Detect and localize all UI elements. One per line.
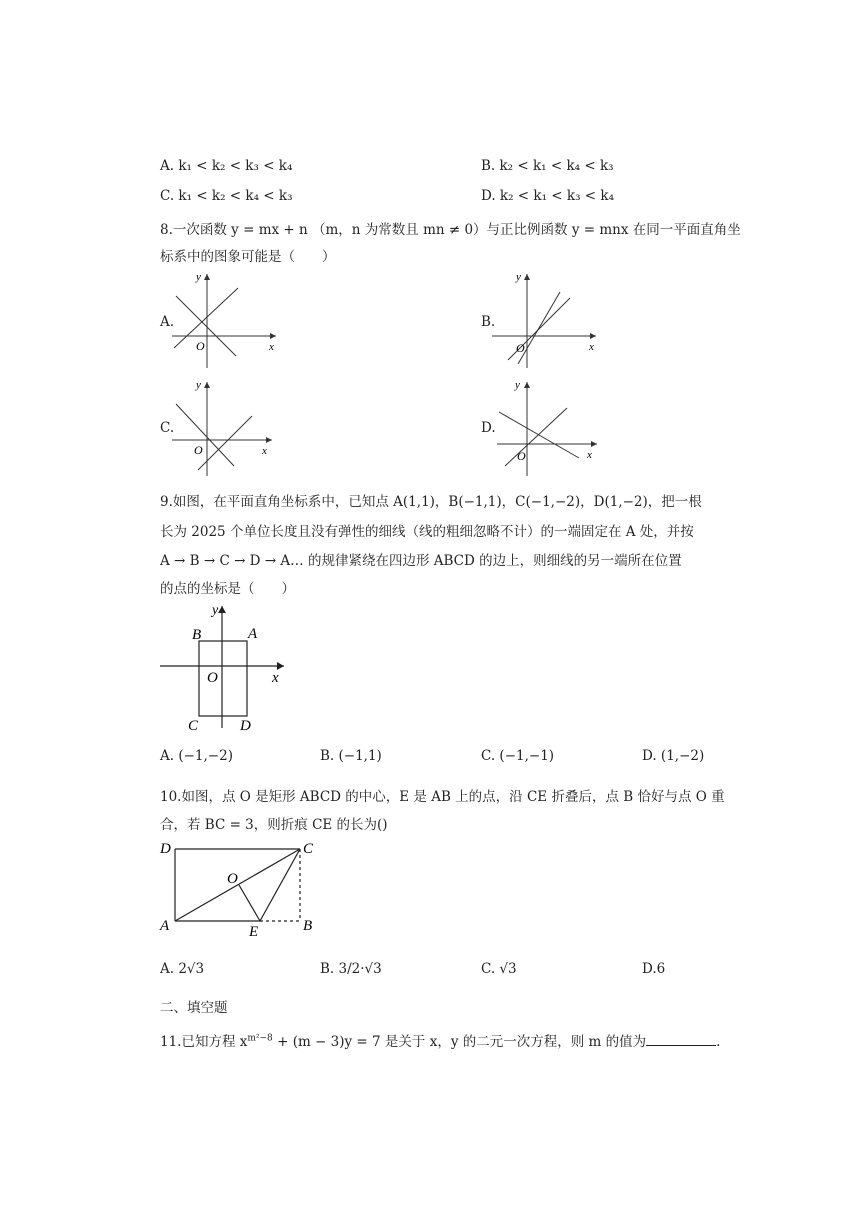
section-title: 二、填空题 (160, 1000, 228, 1016)
x-axis-label: x (262, 445, 267, 457)
q8-option-a-label: A. (160, 314, 175, 330)
q9-stem-line4: 的点的坐标是（ ） (160, 581, 295, 597)
point-b-label: B (192, 627, 202, 643)
q7-option-b: B. k₂ < k₁ < k₄ < k₃ (481, 158, 614, 174)
q7-option-c: C. k₁ < k₂ < k₄ < k₃ (160, 188, 293, 204)
q9-stem-line3: A → B → C → D → A… 的规律紧绕在四边形 ABCD 的边上，则细线的另一端所在位置 (160, 553, 682, 569)
point-d-label: D (240, 718, 251, 734)
q10-stem-line2: 合，若 BC = 3，则折痕 CE 的长为() (160, 817, 388, 833)
point-e-label: E (249, 924, 259, 940)
q10-figure (155, 835, 325, 940)
q9-stem-line1: 9.如图，在平面直角坐标系中，已知点 A(1,1)，B(−1,1)，C(−1,−2)，D(1,−2)，把一根 (160, 494, 702, 510)
q10-option-a: A. 2√3 (160, 961, 205, 977)
point-o-label: O (227, 871, 238, 887)
q10-option-c: C. √3 (481, 961, 517, 977)
origin-label: O (207, 670, 218, 686)
q11-stem (160, 1030, 720, 1050)
origin-label: O (516, 341, 525, 355)
q8-option-d-label: D. (481, 420, 496, 436)
point-c-label: C (188, 718, 199, 734)
q8-graph-c (170, 378, 280, 478)
q8-option-b-label: B. (481, 314, 496, 330)
q10-stem-line1: 10.如图，点 O 是矩形 ABCD 的中心，E 是 AB 上的点，沿 CE 折叠后，点 B 恰好与点 O 重 (160, 789, 725, 805)
q11-suffix: . (716, 1034, 721, 1050)
point-c-label: C (303, 841, 314, 857)
q9-figure (158, 600, 288, 735)
point-a-label: A (248, 626, 258, 642)
q8-option-c-label: C. (160, 420, 175, 436)
q9-option-c: C. (−1,−1) (481, 748, 555, 764)
q8-graph-d (495, 378, 605, 478)
q11-prefix: 11.已知方程 x (160, 1034, 248, 1050)
x-axis-label: x (269, 341, 274, 353)
q7-option-a: A. k₁ < k₂ < k₃ < k₄ (160, 158, 293, 174)
y-axis-label: y (196, 379, 201, 391)
x-axis-label: x (589, 341, 594, 353)
origin-label: O (517, 449, 526, 463)
q7-option-d: D. k₂ < k₁ < k₃ < k₄ (481, 188, 614, 204)
y-axis-label: y (516, 271, 521, 283)
origin-label: O (194, 443, 203, 457)
q11-middle: + (m − 3)y = 7 是关于 x，y 的二元一次方程，则 m 的值为 (272, 1034, 647, 1050)
q11-answer-blank (646, 1033, 716, 1046)
q8-graph-b (490, 270, 600, 370)
point-d-label: D (160, 841, 171, 857)
y-axis-label: y (515, 379, 520, 391)
q10-option-b: B. 3/2·√3 (320, 961, 382, 977)
q9-stem-line2: 长为 2025 个单位长度且没有弹性的细线（线的粗细忽略不计）的一端固定在 A 处，并按 (160, 524, 694, 540)
point-a-label: A (160, 918, 170, 934)
q9-option-d: D. (1,−2) (642, 748, 705, 764)
x-axis-label: x (587, 449, 592, 461)
q9-option-a: A. (−1,−2) (160, 748, 233, 764)
x-axis-label: x (272, 670, 279, 686)
q9-option-b: B. (−1,1) (320, 748, 382, 764)
q11-exponent: m²−8 (247, 1033, 273, 1044)
q10-option-d: D.6 (642, 961, 666, 977)
point-b-label: B (303, 918, 313, 934)
q8-graph-a (170, 270, 280, 370)
origin-label: O (196, 339, 205, 353)
q8-stem-line1: 8.一次函数 y = mx + n （m，n 为常数且 mn ≠ 0）与正比例函数 y = mnx 在同一平面直角坐 (160, 222, 741, 238)
y-axis-label: y (212, 603, 219, 618)
q8-stem-line2: 标系中的图象可能是（ ） (160, 249, 336, 265)
y-axis-label: y (196, 271, 201, 283)
